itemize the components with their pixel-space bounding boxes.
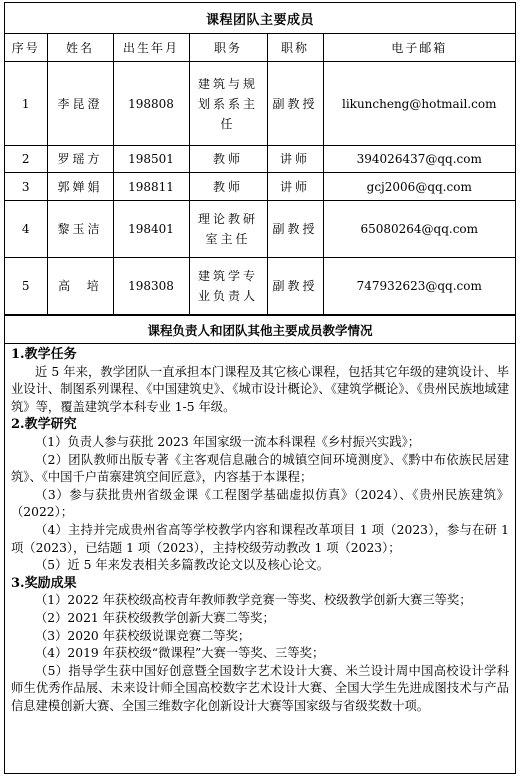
table-row: [5, 62, 515, 146]
table-row: [5, 258, 515, 315]
award-item: （5）指导学生获中国好创意暨全国数字艺术设计大赛、米兰设计周中国高校设计学科师生优秀作品展、未来设计师全国高校数字艺术设计大赛、全国大学生先进成图技术与产品信息建模创新大赛、全国三维数字化创新设计大赛等国家级与省级奖数十项。: [11, 663, 509, 713]
cell-role: 教师: [189, 173, 267, 201]
task-heading: 1.教学任务: [11, 347, 77, 362]
table-header-row: [5, 34, 515, 62]
cell-born: 198808: [113, 62, 189, 146]
research-item: （4）主持并完成贵州省高等学校教学内容和课程改革项目 1 项（2023），参与在研 1 项（2023），已结题 1 项（2023），主持校级劳动教改 1 项（2023）；: [11, 522, 509, 555]
cell-name: 黎玉洁: [47, 201, 113, 258]
cell-rank: 讲师: [267, 173, 323, 201]
header-email: 电子邮箱: [323, 34, 515, 62]
header-rank: 职称: [267, 34, 323, 62]
cell-rank: 副教授: [267, 201, 323, 258]
header-name: 姓名: [47, 34, 113, 62]
teaching-title: 课程负责人和团队其他主要成员教学情况: [5, 315, 515, 344]
cell-no: 5: [5, 258, 47, 315]
header-no: 序号: [5, 34, 47, 62]
header-born: 出生年月: [113, 34, 189, 62]
research-item: （1）负责人参与获批 2023 年国家级一流本科课程《乡村振兴实践》；: [35, 434, 421, 449]
cell-born: 198401: [113, 201, 189, 258]
cell-born: 198501: [113, 146, 189, 173]
role-line: 任: [220, 116, 236, 131]
teaching-content: [5, 344, 515, 715]
table-row: [5, 201, 515, 258]
table-row: [5, 173, 515, 201]
cell-no: 4: [5, 201, 47, 258]
team-title: 课程团队主要成员: [5, 3, 515, 34]
cell-rank: 讲师: [267, 146, 323, 173]
role-line: 理论教研: [197, 212, 258, 226]
cell-rank: 副教授: [267, 258, 323, 315]
cell-email: 394026437@qq.com: [323, 146, 515, 173]
role-line: 建筑学专: [197, 269, 258, 283]
task-text: 近 5 年来，教学团队一直承担本门课程及其它核心课程，包括其它年级的建筑设计、毕业设计、制图系列课程、《中国建筑史》、《城市设计概论》、《建筑学概论》、《贵州民族地域建筑》等，覆盖建筑学本科专业 1-5 年级。: [11, 364, 510, 414]
role-line: 室主任: [205, 232, 251, 246]
cell-no: 3: [5, 173, 47, 201]
team-table: [5, 34, 515, 315]
research-item: （5）近 5 年来发表相关多篇教改论文以及核心论文。: [35, 558, 329, 573]
document-frame: [4, 2, 516, 774]
cell-name: 高 培: [47, 258, 113, 315]
research-item: （2）团队教师出版专著《主客观信息融合的城镇空间环境测度》、《黔中布依族民居建筑》、《中国千户苗寨建筑空间匠意》，内容基于本课程；: [11, 452, 509, 485]
cell-role: 教师: [189, 146, 267, 173]
cell-name: 郭婵娟: [47, 173, 113, 201]
cell-role: [189, 258, 267, 315]
table-row: [5, 146, 515, 173]
cell-role: [189, 62, 267, 146]
award-item: （3）2020 年获校级说课竞赛二等奖；: [35, 628, 251, 643]
cell-name: 李昆澄: [47, 62, 113, 146]
cell-no: 2: [5, 146, 47, 173]
cell-email: likuncheng@hotmail.com: [323, 62, 515, 146]
award-item: （4）2019 年获校级“微课程”大赛一等奖、三等奖；: [35, 646, 325, 661]
role-line: 划系系主: [197, 96, 258, 111]
cell-born: 198811: [113, 173, 189, 201]
award-item: （2）2021 年获校级教学创新大赛二等奖；: [35, 610, 275, 625]
research-heading: 2.教学研究: [11, 417, 77, 433]
header-role: 职务: [189, 34, 267, 62]
cell-name: 罗瑶方: [47, 146, 113, 173]
cell-rank: 副教授: [267, 62, 323, 146]
cell-no: 1: [5, 62, 47, 146]
cell-email: gcj2006@qq.com: [323, 173, 515, 201]
award-item: （1）2022 年获校级高校青年教师教学竞赛一等奖、校级教学创新大赛三等奖；: [35, 593, 472, 608]
role-line: 业负责人: [197, 289, 258, 303]
cell-email: 65080264@qq.com: [323, 201, 515, 258]
cell-born: 198308: [113, 258, 189, 315]
role-line: 建筑与规: [197, 76, 258, 91]
research-item: （3）参与获批贵州省级金课《工程图学基础虚拟仿真》（2024）、《贵州民族建筑》（2022）；: [11, 487, 509, 520]
awards-heading: 3.奖励成果: [11, 575, 77, 591]
cell-email: 747932623@qq.com: [323, 258, 515, 315]
cell-role: [189, 201, 267, 258]
